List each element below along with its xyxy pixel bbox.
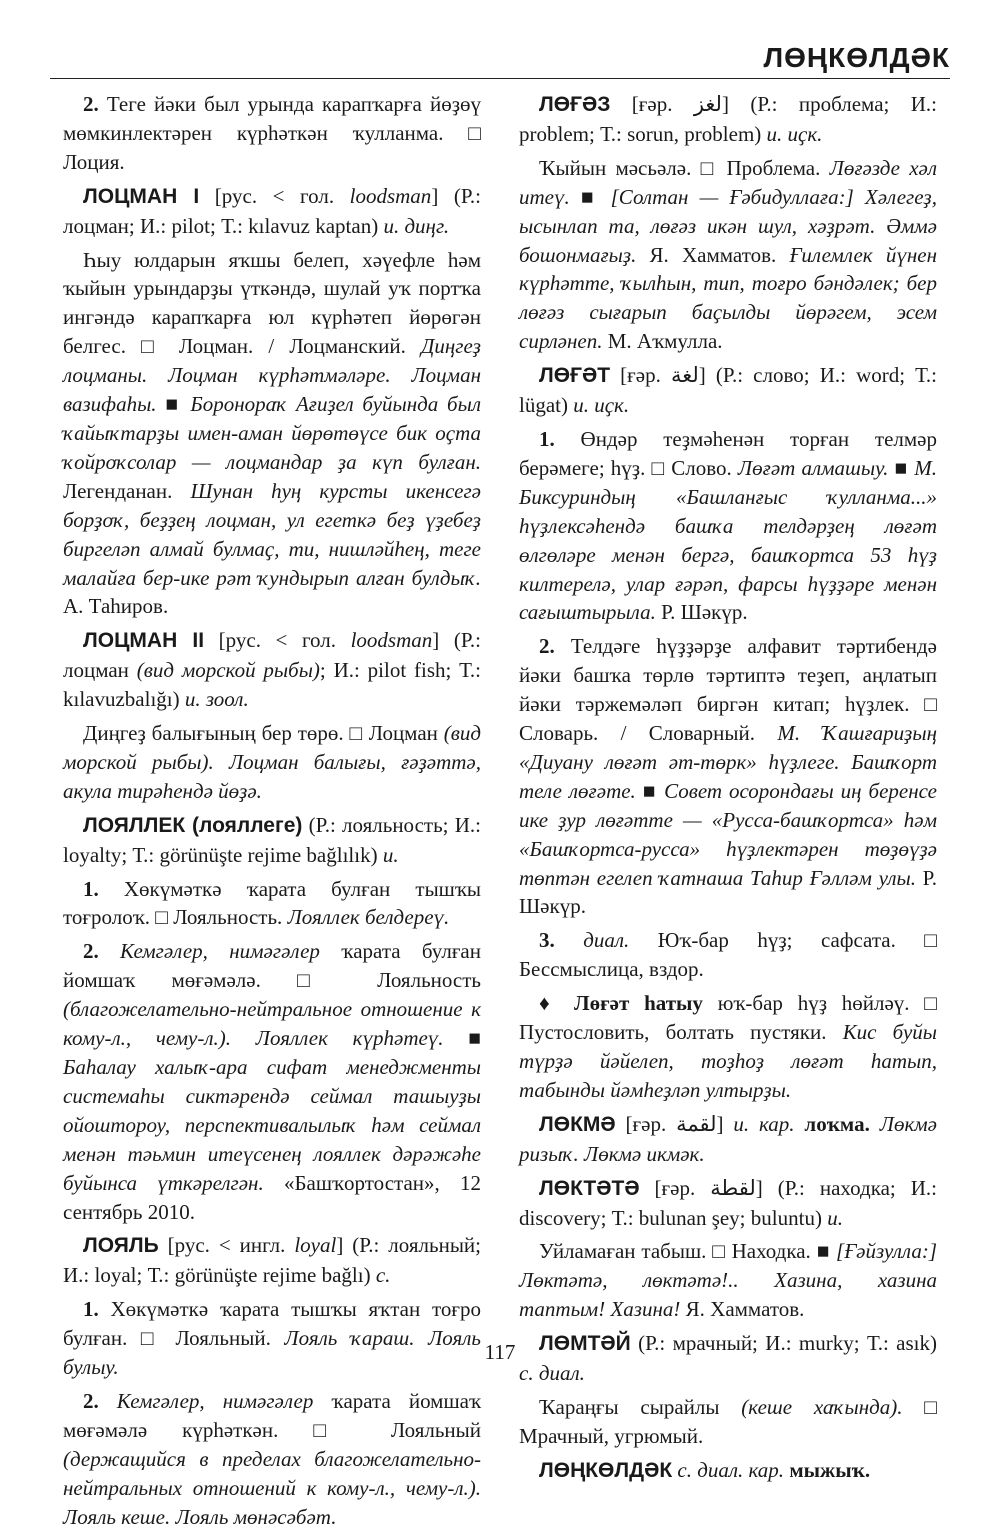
dictionary-paragraph: ЛӨКМӘ [ғәр. لقمة] и. кар. лоҡма. Лөкмә ризыҡ. Лөкмә икмәк. xyxy=(519,1111,937,1166)
dictionary-paragraph: 1. Хөкүмәткә ҡарата тышҡы яҡтан тоғро булған. □ Лояльный. Лояль ҡараш. Лояль булыу. xyxy=(63,1297,481,1380)
dictionary-paragraph: ЛОЯЛЛЕК (лояллеге) (Р.: лояльность; И.: loyalty; Т.: görünüşte rejime bağlılık) и. xyxy=(63,812,481,867)
dictionary-paragraph: ЛӨКТӘТӘ [ғәр. لقطة] (Р.: находка; И.: discovery; Т.: bulunan şey; buluntu) и. xyxy=(519,1175,937,1230)
dictionary-paragraph: ЛОЦМАН II [рус. < гол. loodsman] (Р.: лоцман (вид морской рыбы); И.: pilot fish; Т.: kılavuzbalığı) и. зоол. xyxy=(63,628,481,712)
dictionary-paragraph: 2. Теге йәки был урында карапҡарға йөҙөү мөмкинлектәрен күрһәткән ҡулланма. □ Лоция. xyxy=(63,92,481,174)
dictionary-paragraph: ЛОЯЛЬ [рус. < ингл. loyal] (Р.: лояльный; И.: loyal; Т.: görünüşte rejime bağlı) с. xyxy=(63,1233,482,1288)
dictionary-paragraph: ЛӨМТӘЙ (Р.: мрачный; И.: murky; Т.: asık) с. диал. xyxy=(519,1331,937,1386)
dictionary-paragraph: 1. Өндәр теҙмәһенән торған телмәр берәмеге; һүҙ. □ Слово. Лөғәт алмашыу. ■ М. Биксуриндың «Башланғыс ҡулланма...» һүҙлексәһендә башҡа телдәрҙең лөғәт өлгөләре менән бергә, башҡортса 53 һүҙ килтерелә, улар ғәрәп, фарсы һүҙҙәре менән сағыштырыла. Р. Шәкүр. xyxy=(519,426,937,625)
dictionary-paragraph: ЛОЦМАН I [рус. < гол. loodsman] (Р.: лоцман; И.: pilot; Т.: kılavuz kaptan) и. диңг. xyxy=(63,183,481,238)
dictionary-paragraph: Уйламаған табыш. □ Находка. ■ [Ғәйзулла:] Лөктәтә, лөктәтә!.. Хазина, хазина таптым! Хазина! Я. Хамматов. xyxy=(519,1239,937,1322)
dictionary-paragraph: ЛӨҢКӨЛДӘК с. диал. кар. мыжыҡ. xyxy=(539,1457,871,1482)
dictionary-paragraph: Ҡыйын мәсьәлә. □ Проблема. Лөғәзде хәл итеү. ■ [Солтан — Ғәбидуллаға:] Хәлегеҙ, ысынлап та, лөғәз икән шул, хәҙрәт. Әммә бошонмағыҙ. Я. Хамматов. Ғилемлек йүнен күрһәтте, ҡылһын, тип, тоғро бәндәлек; бер лөғәз сығарып баҫылды йөрәгем, эсем сирләнеп. М. Аҡмулла. xyxy=(519,155,937,354)
dictionary-paragraph: ♦ Лөғәт һатыу юҡ-бар һүҙ һөйләү. □ Пустословить, болтать пустяки. Кис буйы түрҙә йәйелеп, тоҙһоҙ лөғәт һатып, табынды йәмһеҙләп ултырҙы. xyxy=(519,991,937,1102)
left-column xyxy=(63,90,481,1537)
dictionary-paragraph: 2. Телдәге һүҙҙәрҙе алфавит тәртибендә йәки башҡа төрлө тәртиптә теҙеп, аңлатып йәки тәржемәләп биргән китап; һүҙлек. □ Словарь. / Словарный. М. Ҡашғариҙың «Диуану лөғәт әт-төрк» һүҙлеге. Башҡорт теле лөғәте. ■ Совет осорондағы иң беренсе ике ҙур лөғәтте — «Русса-башҡортса» һәм «Башҡортса-русса» һүҙлектәрен төҙөүҙә төптән егелеп ҡатнаша Таһир Ғәлләм улы. Р. Шәкүр. xyxy=(519,634,938,919)
dictionary-paragraph: Диңгеҙ балығының бер төрө. □ Лоцман (вид морской рыбы). Лоцман балығы, ғәҙәттә, акула тирәһендә йөҙә. xyxy=(63,721,481,803)
page-header xyxy=(50,38,950,79)
dictionary-paragraph: Ҡараңғы сырайлы (кеше хаҡында). □ Мрачный, угрюмый. xyxy=(519,1394,937,1448)
dictionary-paragraph: 2. Кемгәлер, нимәгәлер ҡарата йомшаҡ мөғәмәлә күрһәткән. □ Лояльный (держащийся в пределах благожелательно-нейтральных отношений к кому-л., чему-л.). Лояль кеше. Лояль мөнәсәбәт. xyxy=(63,1388,481,1529)
dictionary-paragraph: 1. Хөкүмәткә ҡарата булған тышҡы тоғролоҡ. □ Лояльность. Лояллек белдереү. xyxy=(63,876,481,930)
dictionary-paragraph: ЛӨҒӘЗ [ғәр. لغز] (Р.: проблема; И.: problem; Т.: sorun, problem) и. иҫк. xyxy=(519,92,937,146)
right-column xyxy=(519,90,937,1491)
running-head: ЛӨҢКӨЛДӘК xyxy=(763,42,950,73)
dictionary-paragraph: 3. диал. Юҡ-бар һүҙ; сафсата. □ Бессмыслица, вздор. xyxy=(519,928,937,982)
dictionary-paragraph: ЛӨҒӘТ [ғәр. لغة] (Р.: слово; И.: word; Т.: lügat) и. иҫк. xyxy=(519,363,937,418)
dictionary-paragraph: 2. Кемгәлер, нимәгәлер ҡарата булған йомшаҡ мөғәмәлә. □ Лояльность (благожелательно-нейтральное отношение к кому-л., чему-л.). Лояллек күрһәтеү. ■ Баһалау халыҡ-ара сифат менеджменты системаһы сиктәрендә сеймал ташыуҙы ойоштороу, перспективалылыҡ һәм сеймал менән тәьмин итеүсенең лояллек дәрәжәһе буйынса үткәрелгән. «Башҡортостан», 12 сентябрь 2010. xyxy=(63,939,481,1224)
page-number: 117 xyxy=(484,1340,516,1364)
dictionary-paragraph: Һыу юлдарын яҡшы белеп, хәүефле һәм ҡыйын урындарҙы үткәндә, шулай уҡ портҡа ингәндә карапҡарға юл күрһәтеп йөрөгән белгес. □ Лоцман. / Лоцманский. Диңгеҙ лоцманы. Лоцман күрһәтмәләре. Лоцман вазифаһы. ■ Боронораҡ Ағиҙел буйында был ҡайыҡтарҙы имен-аман йөрөтөүсе бик оҫта ҡойроҡсолар — лоцмандар ҙа күп булған. Легенданан. Шунан һуң курсты икенсегә борҙоҡ, беҙҙең лоцман, ул егеткә беҙ үҙебеҙ биргеләп алмай булмаҫ, ти, нишләйһең, теге малайға бер-ике рәт ҡундырып алған булдыҡ. А. Таһиров. xyxy=(63,247,481,619)
